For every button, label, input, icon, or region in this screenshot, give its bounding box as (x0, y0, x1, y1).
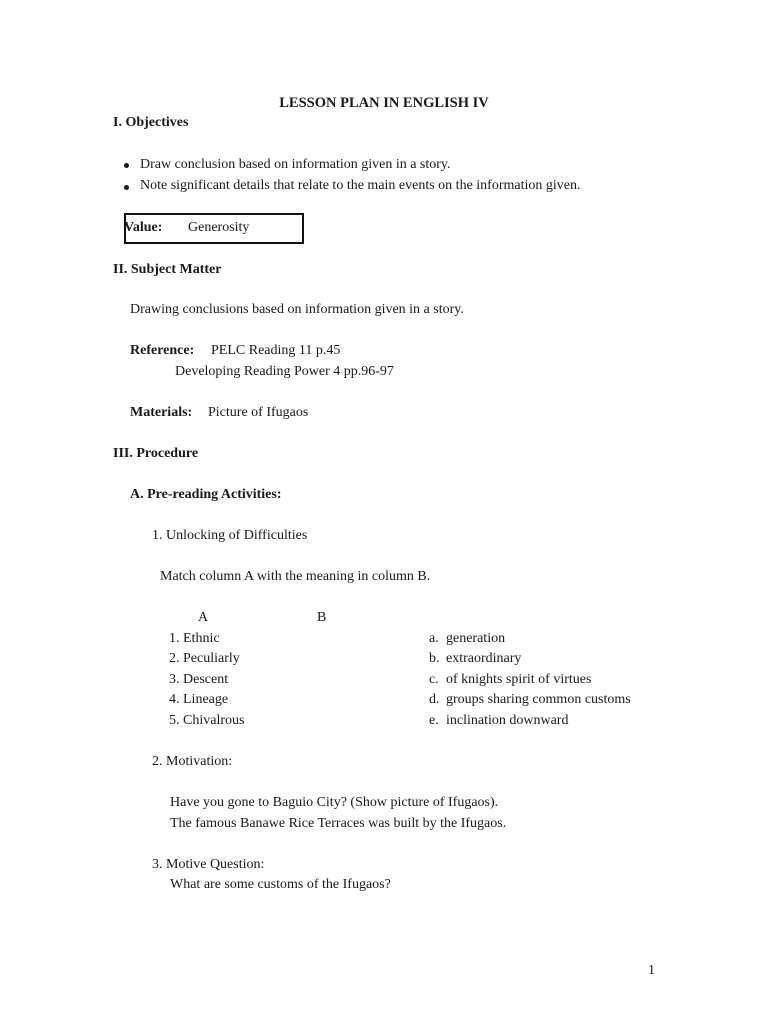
column-b-letter: e. (429, 713, 439, 728)
motive-question-text: What are some customs of the Ifugaos? (170, 877, 391, 892)
column-a-item: 1. Ethnic (169, 631, 220, 646)
objectives-heading: I. Objectives (113, 115, 189, 130)
value-label: Value: (124, 220, 163, 235)
page-title: LESSON PLAN IN ENGLISH IV (279, 95, 489, 111)
column-b-letter: d. (429, 692, 440, 707)
materials-text: Picture of Ifugaos (208, 405, 309, 420)
motivation-question: Have you gone to Baguio City? (Show picture of Ifugaos). (170, 795, 499, 810)
column-b-item: generation (446, 631, 506, 646)
column-b-letter: b. (429, 651, 440, 666)
match-instruction: Match column A with the meaning in column B. (160, 569, 431, 584)
objective-item: Note significant details that relate to the main events on the information given. (140, 178, 581, 193)
motivation-statement: The famous Banawe Rice Terraces was built by the Ifugaos. (170, 816, 507, 831)
column-b-item: extraordinary (446, 651, 522, 666)
procedure-heading: III. Procedure (113, 446, 199, 461)
objective-item: Draw conclusion based on information given in a story. (140, 157, 451, 172)
column-b-letter: a. (429, 631, 439, 646)
bullet-icon (124, 163, 129, 168)
reference-2: Developing Reading Power 4 pp.96-97 (175, 364, 394, 379)
column-b-letter: c. (429, 672, 439, 687)
motive-question-heading: 3. Motive Question: (152, 857, 265, 872)
column-b-item: groups sharing common customs (446, 692, 631, 707)
column-a-item: 3. Descent (169, 672, 229, 687)
motivation-heading: 2. Motivation: (152, 754, 233, 769)
materials-label: Materials: (130, 405, 193, 420)
column-a-item: 5. Chivalrous (169, 713, 245, 728)
column-b-item: inclination downward (446, 713, 569, 728)
pre-reading-heading: A. Pre-reading Activities: (130, 487, 282, 502)
reference-label: Reference: (130, 343, 195, 358)
subject-matter-text: Drawing conclusions based on information given in a story. (130, 302, 464, 317)
column-a-header: A (198, 610, 209, 625)
reference-1: PELC Reading 11 p.45 (211, 343, 341, 358)
page-number: 1 (648, 963, 655, 978)
value-text: Generosity (188, 220, 250, 235)
subject-matter-heading: II. Subject Matter (113, 262, 222, 277)
bullet-icon (124, 185, 129, 190)
column-b-header: B (317, 610, 327, 625)
column-b-item: of knights spirit of virtues (446, 672, 592, 687)
column-a-item: 2. Peculiarly (169, 651, 240, 666)
column-a-item: 4. Lineage (169, 692, 229, 707)
unlocking-heading: 1. Unlocking of Difficulties (152, 528, 308, 543)
